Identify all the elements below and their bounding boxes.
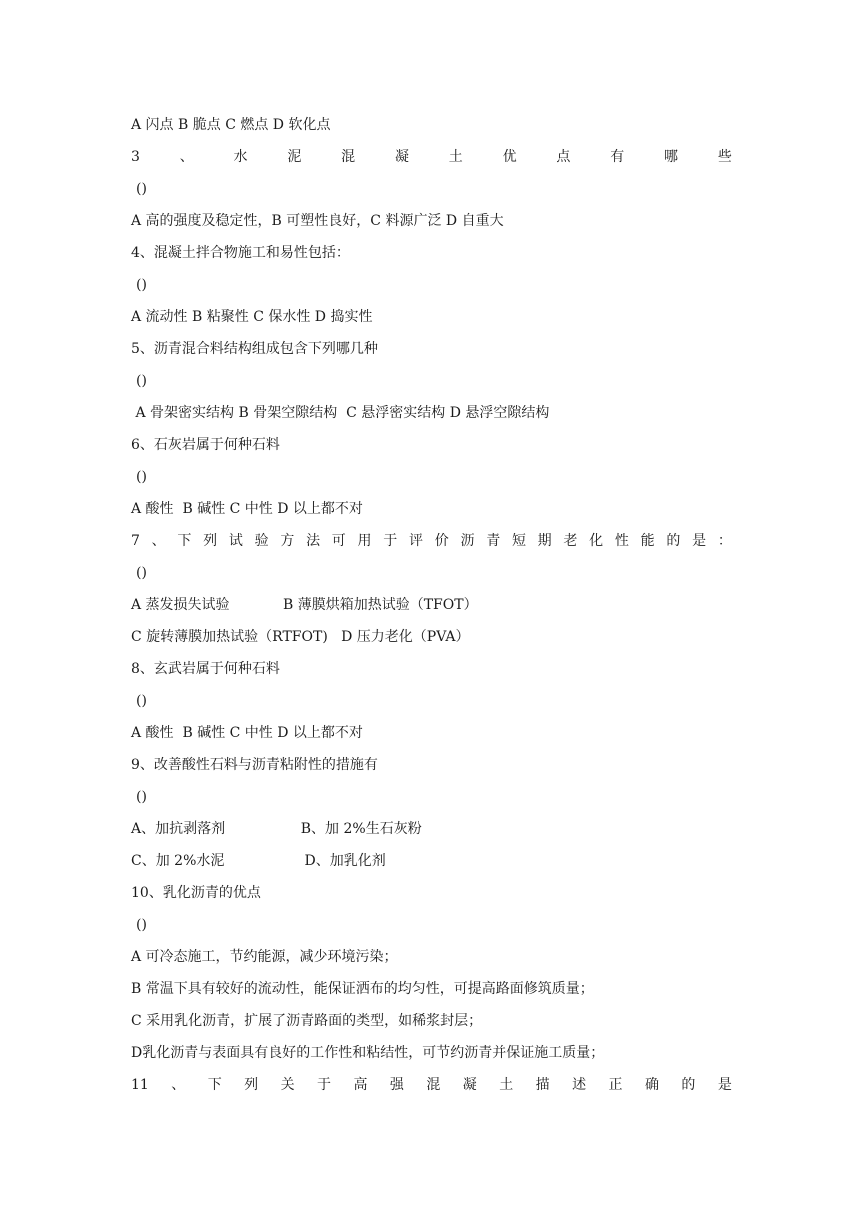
justified-char: 土 — [448, 149, 463, 165]
q6-question: 6、石灰岩属于何种石料 — [131, 437, 280, 453]
justified-char: 、 — [179, 149, 194, 165]
justified-char: 价 — [434, 533, 449, 549]
justified-char: 述 — [572, 1077, 587, 1093]
justified-char: 期 — [537, 533, 552, 549]
q8-question: 8、玄武岩属于何种石料 — [131, 661, 280, 677]
q5-options: A 骨架密实结构 B 骨架空隙结构 C 悬浮密实结构 D 悬浮空隙结构 — [131, 405, 550, 421]
justified-char: 青 — [486, 533, 501, 549]
justified-char: 11 — [131, 1077, 149, 1093]
justified-char: 能 — [640, 533, 655, 549]
justified-char: 泥 — [287, 149, 302, 165]
justified-char: 土 — [499, 1077, 514, 1093]
q7-options-cd: C 旋转薄膜加热试验（RTFOT) D 压力老化（PVA） — [131, 629, 470, 645]
q7-options-ab: A 蒸发损失试验 B 薄膜烘箱加热试验（TFOT） — [131, 597, 478, 613]
q3-answer-blank: () — [136, 181, 147, 197]
justified-char: 混 — [426, 1077, 441, 1093]
justified-char: 老 — [563, 533, 578, 549]
justified-char: 哪 — [664, 149, 679, 165]
justified-char: 有 — [610, 149, 625, 165]
justified-char: 评 — [409, 533, 423, 549]
q9-options-ab: A、加抗剥落剂 B、加 2%生石灰粉 — [131, 821, 422, 837]
q10-answer-blank: () — [136, 917, 147, 933]
q8-answer-blank: () — [136, 693, 147, 709]
justified-char: 凝 — [462, 1077, 477, 1093]
justified-char: 点 — [556, 149, 571, 165]
justified-char: 3 — [131, 149, 140, 165]
q9-answer-blank: () — [136, 789, 147, 805]
justified-char: 列 — [244, 1077, 259, 1093]
justified-char: 试 — [228, 533, 243, 549]
justified-char: 下 — [177, 533, 192, 549]
q5-answer-blank: () — [136, 373, 147, 389]
justified-char: 正 — [608, 1077, 623, 1093]
justified-char: 化 — [589, 533, 604, 549]
q11-question — [131, 1075, 732, 1095]
justified-char: 描 — [535, 1077, 550, 1093]
q10-option-d: D乳化沥青与表面具有良好的工作性和粘结性，可节约沥青并保证施工质量； — [131, 1045, 605, 1061]
justified-char: 的 — [681, 1077, 696, 1093]
justified-char: 用 — [357, 533, 372, 549]
justified-char: 是 — [717, 1077, 732, 1093]
justified-char: 的 — [666, 533, 681, 549]
q4-options: A 流动性 B 粘聚性 C 保水性 D 捣实性 — [131, 309, 373, 325]
justified-char: 关 — [280, 1077, 295, 1093]
justified-char: 优 — [502, 149, 517, 165]
justified-char: 确 — [644, 1077, 659, 1093]
justified-char: 强 — [389, 1077, 404, 1093]
q7-answer-blank: () — [136, 565, 147, 581]
q10-option-a: A 可冷态施工，节约能源，减少环境污染； — [131, 949, 398, 965]
justified-char: 下 — [207, 1077, 222, 1093]
q9-question: 9、改善酸性石料与沥青粘附性的措施有 — [131, 757, 378, 773]
q6-answer-blank: () — [136, 469, 147, 485]
q4-question: 4、混凝土拌合物施工和易性包括： — [131, 245, 350, 261]
justified-char: 于 — [317, 1077, 332, 1093]
justified-char: 可 — [331, 533, 346, 549]
q3-options: A 高的强度及稳定性，B 可塑性良好，C 料源广泛 D 自重大 — [131, 213, 504, 229]
justified-char: 是 — [692, 533, 707, 549]
justified-char: 些 — [717, 149, 732, 165]
justified-char: 混 — [341, 149, 356, 165]
justified-char: 于 — [383, 533, 398, 549]
justified-char: 短 — [511, 533, 526, 549]
justified-char: 、 — [171, 1077, 186, 1093]
justified-char: 凝 — [394, 149, 409, 165]
q10-option-b: B 常温下具有较好的流动性，能保证洒布的均匀性，可提高路面修筑质量； — [131, 981, 594, 997]
justified-char: 高 — [353, 1077, 368, 1093]
q10-option-c: C 采用乳化沥青，扩展了沥青路面的类型，如稀浆封层； — [131, 1013, 483, 1029]
q4-answer-blank: () — [136, 277, 147, 293]
justified-char: 性 — [614, 533, 629, 549]
q7-question — [131, 531, 732, 551]
q8-options: A 酸性 B 碱性 C 中性 D 以上都不对 — [131, 725, 363, 741]
q2-options: A 闪点 B 脆点 C 燃点 D 软化点 — [131, 117, 331, 133]
justified-char: 水 — [233, 149, 248, 165]
q5-question: 5、沥青混合料结构组成包含下列哪几种 — [131, 341, 378, 357]
q10-question: 10、乳化沥青的优点 — [131, 885, 261, 901]
justified-char: 验 — [254, 533, 269, 549]
justified-char: 、 — [151, 533, 166, 549]
q9-options-cd: C、加 2%水泥 D、加乳化剂 — [131, 853, 386, 869]
justified-char: 法 — [306, 533, 321, 549]
q6-options: A 酸性 B 碱性 C 中性 D 以上都不对 — [131, 501, 363, 517]
justified-char: 7 — [131, 533, 140, 549]
justified-char: ： — [717, 533, 732, 549]
justified-char: 沥 — [460, 533, 475, 549]
justified-char: 方 — [280, 533, 295, 549]
justified-char: 列 — [203, 533, 218, 549]
q3-question — [131, 147, 732, 167]
